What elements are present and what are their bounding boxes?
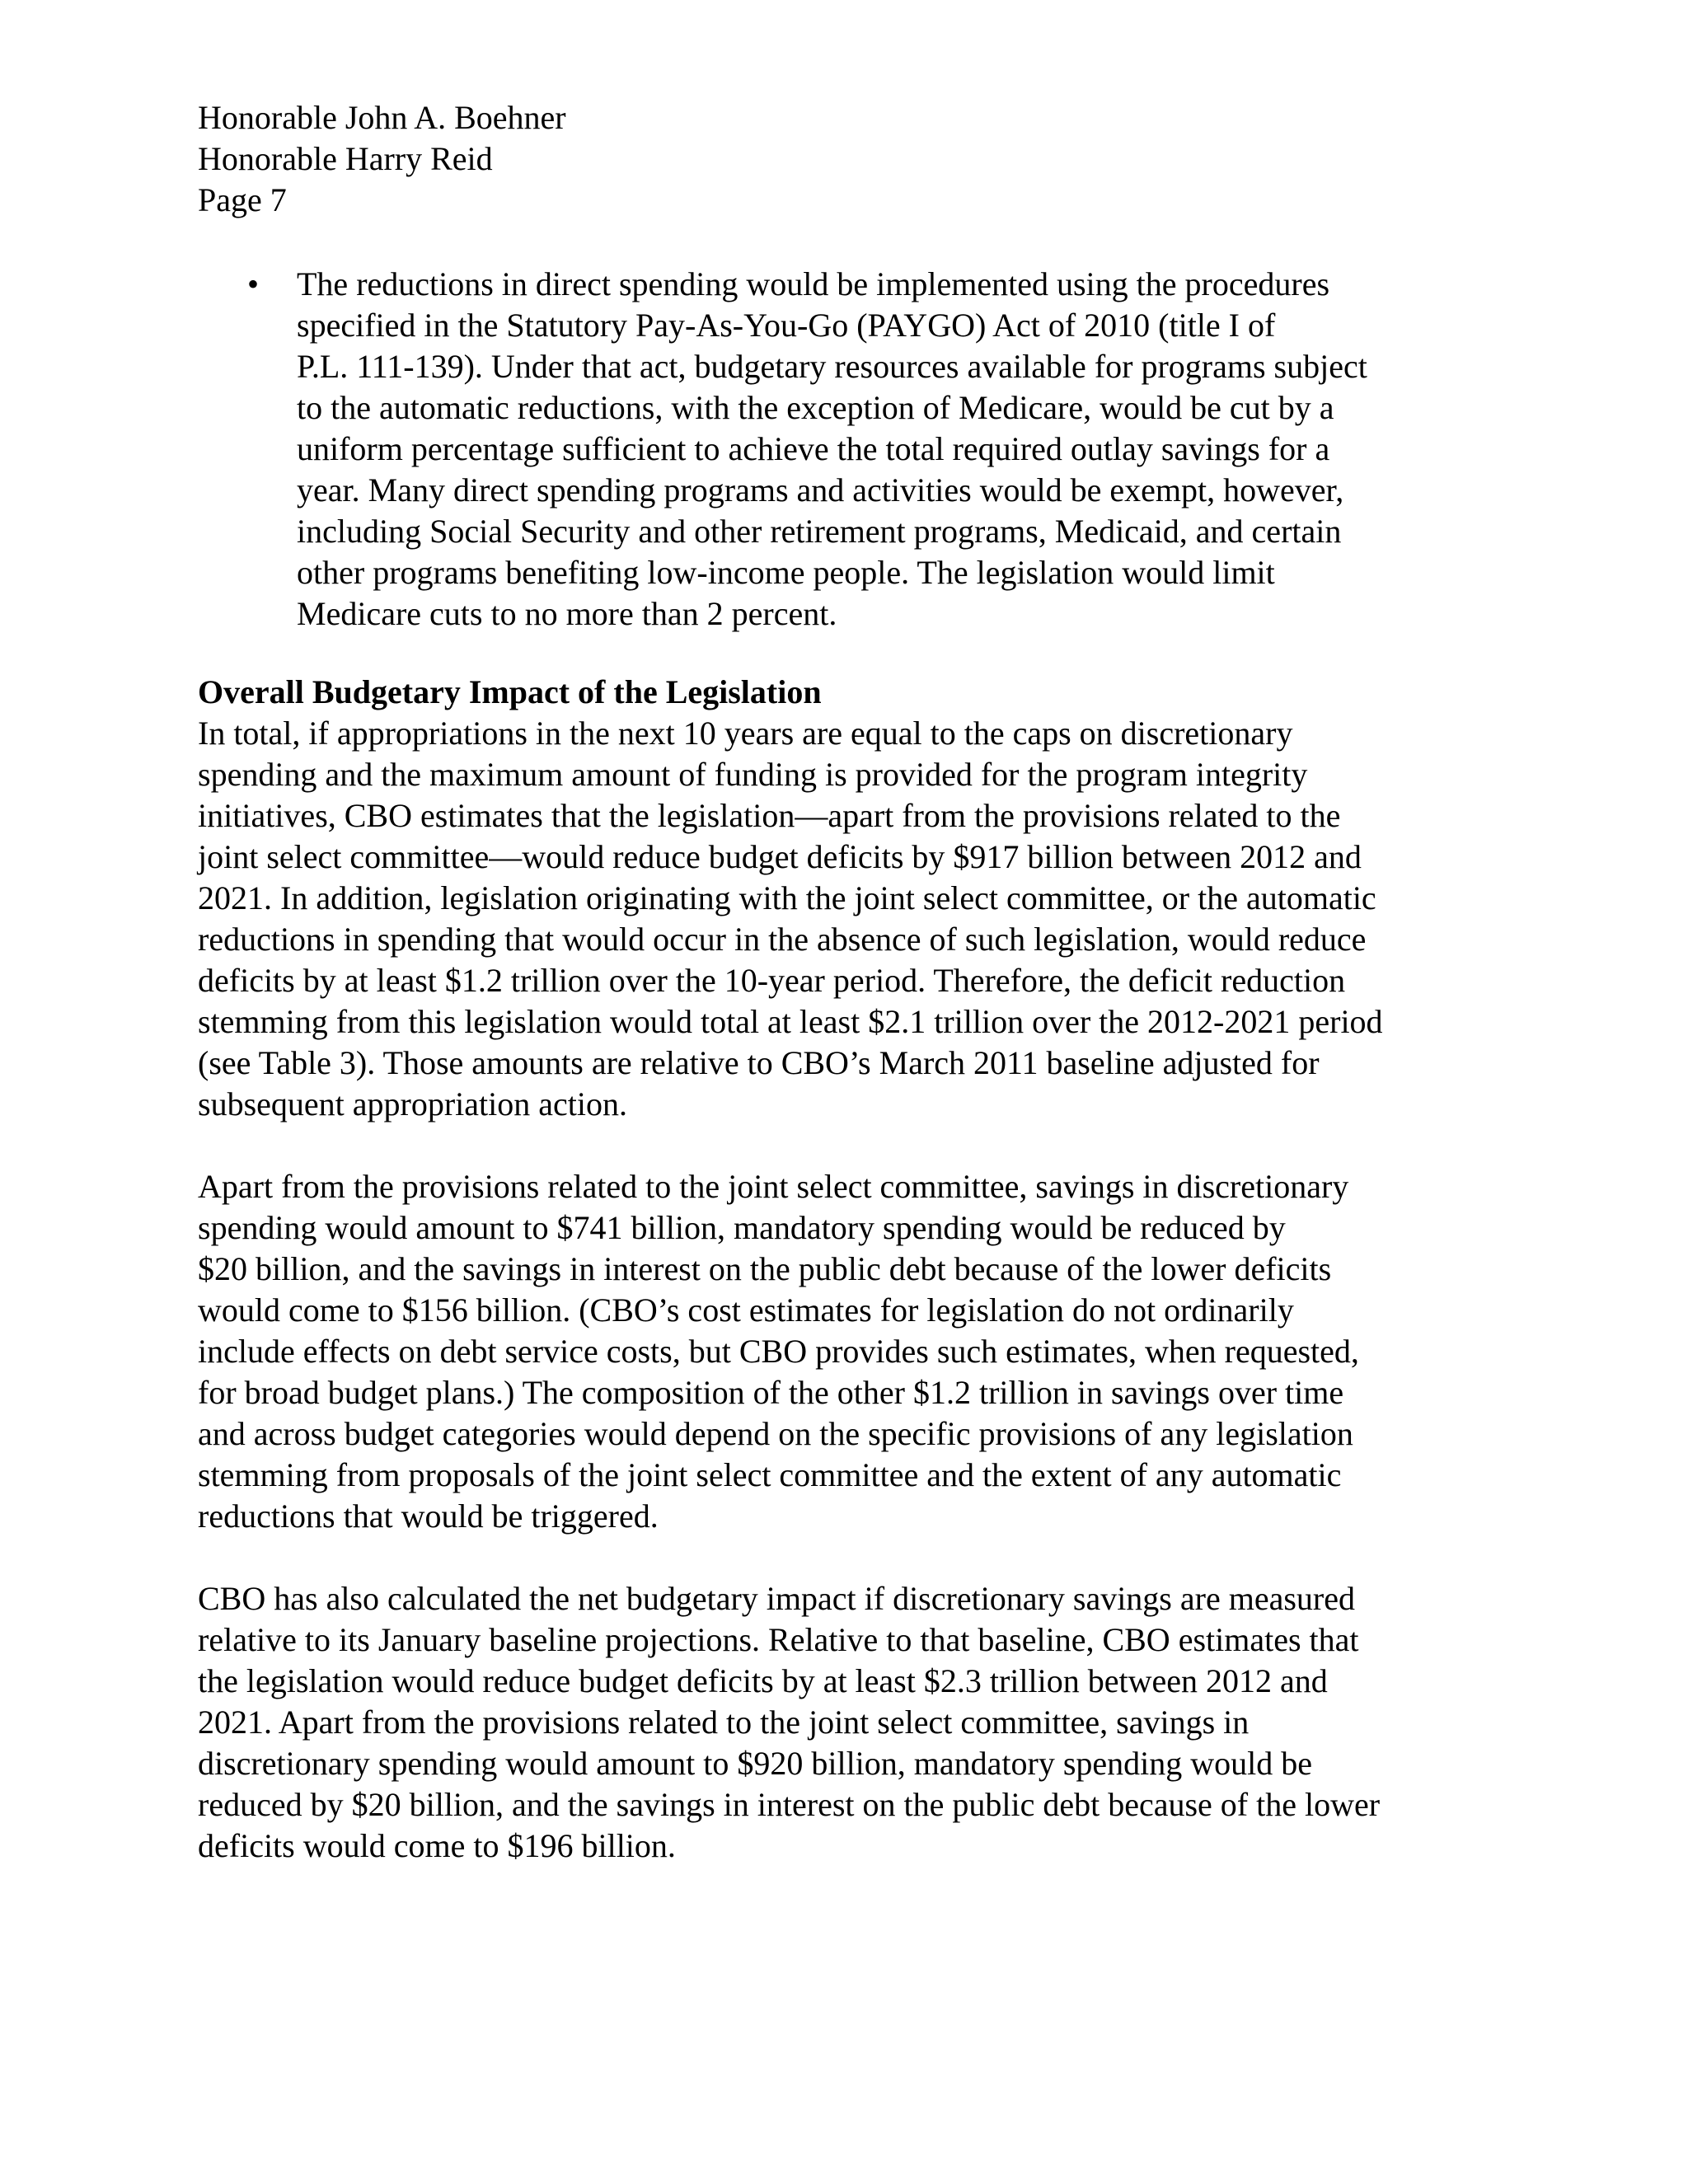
paragraph-3 (198, 1578, 1525, 1867)
bullet-line: P.L. 111-139). Under that act, budgetary resources available for programs subject (297, 348, 1367, 385)
bullet-line: The reductions in direct spending would be implemented using the procedures (297, 265, 1330, 302)
bullet-line: uniform percentage sufficient to achieve the total required outlay savings for a (297, 430, 1330, 467)
paragraph-line: reductions that would be triggered. (198, 1497, 659, 1535)
paragraph-line: for broad budget plans.) The composition of the other $1.2 trillion in savings over time (198, 1374, 1344, 1411)
bullet-line: year. Many direct spending programs and activities would be exempt, however, (297, 471, 1344, 509)
budget-impact-section (198, 672, 1525, 1125)
paragraph-line: In total, if appropriations in the next 10 years are equal to the caps on discretionary (198, 715, 1293, 752)
paragraph-line: stemming from this legislation would total at least $2.1 trillion over the 2012-2021 period (198, 1003, 1383, 1040)
bullet-line: Medicare cuts to no more than 2 percent. (297, 595, 837, 632)
paragraph-line: spending and the maximum amount of funding is provided for the program integrity (198, 756, 1308, 793)
bullet-line: to the automatic reductions, with the exception of Medicare, would be cut by a (297, 389, 1334, 426)
paragraph-line: stemming from proposals of the joint select committee and the extent of any automatic (198, 1456, 1342, 1493)
paragraph-line: spending would amount to $741 billion, mandatory spending would be reduced by (198, 1209, 1286, 1246)
letter-header (198, 97, 566, 221)
paragraph-line: (see Table 3). Those amounts are relative to CBO’s March 2011 baseline adjusted for (198, 1044, 1320, 1081)
page-number: Page 7 (198, 181, 287, 218)
bullet-line: other programs benefiting low-income people. The legislation would limit (297, 554, 1275, 591)
bullet-line: specified in the Statutory Pay-As-You-Go (PAYGO) Act of 2010 (title I of (297, 307, 1276, 344)
paragraph-line: subsequent appropriation action. (198, 1085, 627, 1122)
paragraph-line: reduced by $20 billion, and the savings in interest on the public debt because of the lower (198, 1786, 1381, 1823)
paragraph-1 (198, 713, 1525, 1125)
paragraph-line: 2021. In addition, legislation originating with the joint select committee, or the automatic (198, 879, 1376, 916)
addressee-line-1: Honorable John A. Boehner (198, 99, 566, 136)
paragraph-line: initiatives, CBO estimates that the legislation—apart from the provisions related to the (198, 797, 1341, 834)
bullet-text (297, 264, 1541, 635)
paragraph-line: reductions in spending that would occur in the absence of such legislation, would reduce (198, 921, 1367, 958)
paragraph-line: relative to its January baseline projections. Relative to that baseline, CBO estimates that (198, 1621, 1359, 1658)
paragraph-line: Apart from the provisions related to the joint select committee, savings in discretionary (198, 1168, 1349, 1205)
paragraph-line: deficits by at least $1.2 trillion over the 10-year period. Therefore, the deficit reduction (198, 962, 1346, 999)
paragraph-2 (198, 1166, 1525, 1537)
paragraph-line: deficits would come to $196 billion. (198, 1827, 676, 1864)
paragraph-line: discretionary spending would amount to $920 billion, mandatory spending would be (198, 1745, 1313, 1782)
bullet-line: including Social Security and other retirement programs, Medicaid, and certain (297, 513, 1342, 550)
paragraph-line: 2021. Apart from the provisions related to the joint select committee, savings in (198, 1704, 1250, 1741)
paragraph-line: would come to $156 billion. (CBO’s cost estimates for legislation do not ordinarily (198, 1291, 1294, 1329)
paragraph-line: include effects on debt service costs, but CBO provides such estimates, when requested, (198, 1333, 1359, 1370)
paragraph-line: $20 billion, and the savings in interest on the public debt because of the lower deficits (198, 1250, 1332, 1287)
paragraph-line: the legislation would reduce budget deficits by at least $2.3 trillion between 2012 and (198, 1662, 1328, 1699)
paragraph-line: CBO has also calculated the net budgetary impact if discretionary savings are measured (198, 1580, 1355, 1617)
bullet-icon: • (247, 265, 260, 302)
paragraph-line: joint select committee—would reduce budget deficits by $917 billion between 2012 and (198, 838, 1362, 875)
addressee-line-2: Honorable Harry Reid (198, 140, 493, 177)
paragraph-line: and across budget categories would depend on the specific provisions of any legislation (198, 1415, 1353, 1452)
section-heading: Overall Budgetary Impact of the Legislation (198, 673, 822, 710)
